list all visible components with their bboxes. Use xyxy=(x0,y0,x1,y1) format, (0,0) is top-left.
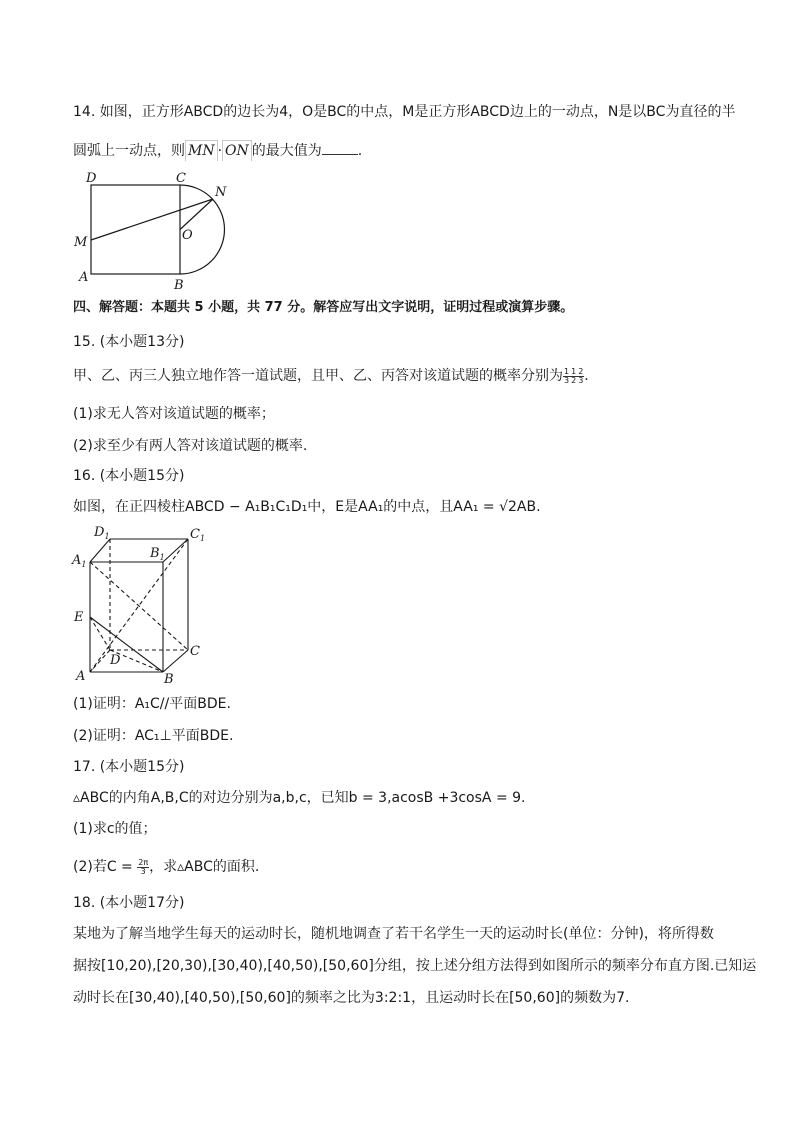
edge-d1a1 xyxy=(90,539,110,562)
label-n: N xyxy=(215,185,227,200)
label-d1: $D_1$ xyxy=(94,525,110,541)
label-b1: $B_1$ xyxy=(150,546,165,562)
q15-part1: (1)求无人答对该道试题的概率； xyxy=(73,406,275,422)
segment-eb xyxy=(90,617,163,672)
label-b: B xyxy=(164,672,174,684)
label-c: C xyxy=(190,644,200,659)
fraction-3: $\frac{2}{3}$ xyxy=(578,366,584,385)
dot-operator: · xyxy=(217,143,223,159)
q14-period: . xyxy=(357,143,363,159)
q18-line2: 据按[10,20),[20,30),[30,40),[40,50),[50,60]分组，按上述分组方法得到如图所示的频率分布直方图.已知运 xyxy=(73,958,757,974)
fraction-2: $\frac{1}{2}$ xyxy=(571,366,577,385)
label-a1: $A_1$ xyxy=(72,553,87,569)
q14-line1 xyxy=(73,102,735,122)
label-a: A xyxy=(79,270,89,285)
segment-ed xyxy=(90,617,110,650)
segment-mn xyxy=(91,199,213,240)
q18-line1: 某地为了解当地学生每天的运动时长，随机地调查了若干名学生一天的运动时长(单位：分钟)，将所得数 xyxy=(73,926,714,942)
q16-figure xyxy=(66,522,216,684)
q17-part2 xyxy=(73,857,259,877)
q15-header: 15. (本小题13分) xyxy=(73,334,185,350)
label-d: D xyxy=(110,653,121,668)
q14-number: 14. xyxy=(73,104,96,120)
q17-part1: (1)求c的值； xyxy=(73,821,157,837)
q15-stem-pre: 甲、乙、丙三人独立地作答一道试题，且甲、乙、丙答对该道试题的概率分别为 xyxy=(73,368,563,384)
q17-part2-pre: (2)若C = xyxy=(73,859,138,875)
edge-b1c1 xyxy=(163,539,188,562)
vector-on: ON xyxy=(222,140,252,161)
diagonal-a1c xyxy=(90,562,188,650)
square-abcd xyxy=(91,185,180,274)
fraction-2pi-3: $\frac{2\pi}{3}$ xyxy=(138,857,149,876)
q16-part1: (1)证明：A₁C//平面BDE. xyxy=(73,696,231,712)
q16-part2: (2)证明：AC₁⊥平面BDE. xyxy=(73,728,234,744)
label-e: E xyxy=(74,610,84,625)
q15-part2: (2)求至少有两人答对该道试题的概率. xyxy=(73,438,308,454)
q17-part2-post: ，求▵ABC的面积. xyxy=(149,859,260,875)
q14-text-line2-post: 的最大值为 xyxy=(251,143,322,159)
q16-stem: 如图，在正四棱柱ABCD − A₁B₁C₁D₁中，E是AA₁的中点，且AA₁ = √2AB. xyxy=(73,499,541,515)
q14-text-line2-pre: 圆弧上一动点，则 xyxy=(73,143,185,159)
label-d: D xyxy=(86,171,97,186)
q18-line3: 动时长在[30,40),[40,50),[50,60]的频率之比为3:2:1，且运动时长在[50,60]的频数为7. xyxy=(73,990,630,1006)
segment-on xyxy=(180,199,213,230)
q14-line2 xyxy=(73,138,362,161)
label-a: A xyxy=(76,669,86,684)
vector-mn: MN xyxy=(185,140,218,161)
q15-stem-post: . xyxy=(584,368,589,384)
q14-text-line1: 如图，正方形ABCD的边长为4，O是BC的中点，M是正方形ABCD边上的一动点，N是以BC为直径的半 xyxy=(99,104,736,120)
q17-header: 17. (本小题15分) xyxy=(73,759,185,775)
answer-blank xyxy=(322,142,358,155)
edge-da xyxy=(90,650,110,672)
q17-stem: ▵ABC的内角A,B,C的对边分别为a,b,c，已知b = 3,acosB +3cosA = 9. xyxy=(73,790,526,806)
edge-bc xyxy=(163,650,188,672)
label-m: M xyxy=(74,235,88,250)
label-b: B xyxy=(174,278,184,293)
label-o: O xyxy=(182,228,193,243)
q15-stem xyxy=(73,366,589,386)
q16-header: 16. (本小题15分) xyxy=(73,468,185,484)
q14-figure xyxy=(70,168,240,293)
q18-header: 18. (本小题17分) xyxy=(73,895,185,911)
fraction-1: $\frac{1}{3}$ xyxy=(564,366,570,385)
label-c: C xyxy=(176,171,186,186)
section4-heading: 四、解答题：本题共 5 小题，共 77 分。解答应写出文字说明，证明过程或演算步骤。 xyxy=(73,300,574,315)
label-c1: $C_1$ xyxy=(190,527,206,543)
